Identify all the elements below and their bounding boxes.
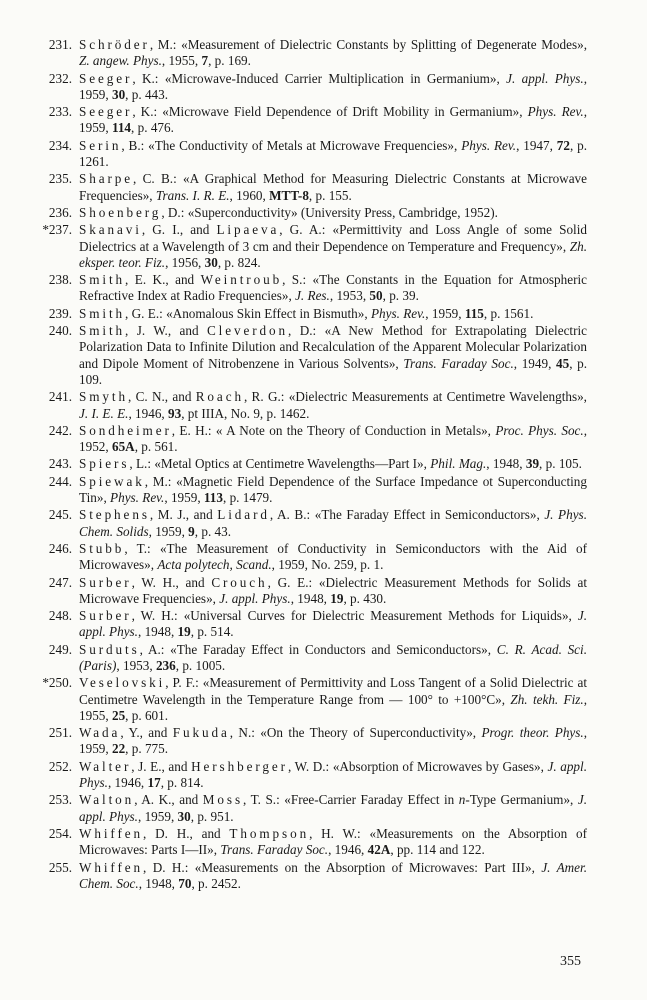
reference-text xyxy=(79,205,587,221)
reference-entry xyxy=(0,306,647,322)
reference-fragment: , p. 43. xyxy=(194,523,232,539)
reference-fragment: , Y., and xyxy=(120,725,173,741)
reference-fragment: , J. E., and xyxy=(131,758,192,774)
author-name: Skanavi xyxy=(79,222,142,238)
journal-title: Phys. Rev. xyxy=(370,305,426,321)
reference-fragment: , K.: «Microwave Field Dependence of Drift Mobility in Germanium», xyxy=(132,104,528,120)
journal-title: Progr. theor. Phys. xyxy=(481,725,584,741)
journal-title: J. appl. Phys. xyxy=(79,608,587,640)
reference-entry xyxy=(0,222,647,271)
reference-fragment: , G. I., and xyxy=(141,222,217,238)
author-name: Fukuda xyxy=(172,725,230,741)
reference-text xyxy=(79,541,587,574)
volume-number: 30 xyxy=(111,86,126,102)
author-name: Whiffen xyxy=(79,859,144,875)
reference-text xyxy=(79,860,587,893)
journal-title: J. appl. Phys. xyxy=(79,792,588,824)
reference-text xyxy=(79,675,587,724)
reference-entry xyxy=(0,423,647,456)
author-name: Veselovski xyxy=(79,675,166,691)
journal-title: J. Phys. Chem. Solids xyxy=(79,507,587,539)
reference-fragment: , p. 443. xyxy=(125,86,169,102)
reference-text xyxy=(79,37,587,70)
volume-number: 7 xyxy=(201,53,209,69)
reference-fragment: , pt IIIA, No. 9, p. 1462. xyxy=(181,405,310,421)
reference-fragment: , 1959, xyxy=(137,808,178,824)
reference-fragment: , E. K., and xyxy=(125,272,201,288)
journal-title: C. R. Acad. Sci. (Paris) xyxy=(79,641,587,673)
reference-entry xyxy=(0,608,647,641)
reference-fragment: , 1952, xyxy=(79,422,587,455)
reference-fragment: , p. 1561. xyxy=(483,305,534,321)
reference-fragment: , T. S.: «Free-Carrier Faraday Effect in xyxy=(243,792,459,808)
reference-number: *250. xyxy=(42,675,72,691)
author-name: Wada xyxy=(79,725,121,741)
reference-fragment: , p. 109. xyxy=(79,355,588,387)
author-name: Whiffen xyxy=(79,825,144,841)
reference-fragment: , 1948, xyxy=(486,456,526,472)
reference-fragment: , 1959, xyxy=(79,104,588,136)
reference-entry xyxy=(0,541,647,574)
author-name: Spiers xyxy=(79,456,130,472)
author-name: Serin xyxy=(79,137,122,153)
journal-title: J. appl. Phys. xyxy=(219,590,291,606)
author-name: Lipaeva xyxy=(216,222,280,238)
reference-fragment: , p. 601. xyxy=(125,707,169,723)
reference-fragment: , p. 775. xyxy=(125,741,169,757)
volume-number: 65A xyxy=(111,439,135,455)
journal-title: n xyxy=(458,792,466,808)
author-name: Lidard xyxy=(217,507,270,523)
reference-number: 231. xyxy=(48,37,72,52)
reference-fragment: , 1948, xyxy=(137,624,178,640)
journal-title: Trans. Faraday Soc. xyxy=(403,355,514,371)
reference-fragment: , D.: «A New Method for Extrapolating Dielectric Polarization Data to Infinite Dilution and Recalculation of the Apparent Molecular Polarization and Dipole Moment of Nitrobenzene in Various Solvents», xyxy=(79,323,588,371)
reference-fragment: , p. 430. xyxy=(343,590,387,606)
reference-fragment: , 1959, xyxy=(79,70,587,102)
reference-entry xyxy=(0,171,647,204)
author-name: Shoenberg xyxy=(79,204,162,220)
reference-number: 236. xyxy=(48,204,72,220)
journal-title: Acta polytech, Scand. xyxy=(157,557,272,573)
reference-fragment: , 1956, xyxy=(165,254,205,270)
journal-title: Phys. Rev. xyxy=(527,104,584,120)
reference-fragment: , p. 155. xyxy=(308,187,352,203)
volume-number: 9 xyxy=(188,523,195,539)
reference-number: 245. xyxy=(48,507,72,523)
reference-fragment: , G. E.: «Dielectric Measurement Methods for Solids at Microwave Frequencies», xyxy=(79,574,588,606)
journal-title: Zh. tekh. Fiz. xyxy=(510,691,584,707)
reference-fragment: , p. 814. xyxy=(160,775,204,791)
reference-fragment: , p. 476. xyxy=(131,120,174,136)
reference-fragment: , A. B.: «The Faraday Effect in Semiconductors», xyxy=(269,507,545,523)
reference-fragment: , p. 824. xyxy=(217,254,261,270)
volume-number: MTT-8 xyxy=(269,187,309,203)
reference-text xyxy=(79,138,587,171)
reference-fragment: , 1959, xyxy=(148,523,189,539)
volume-number: 115 xyxy=(464,305,484,321)
reference-text xyxy=(79,725,587,758)
reference-fragment: , p. 39. xyxy=(382,288,419,304)
reference-fragment: , A. K., and xyxy=(134,792,203,808)
journal-title: Proc. Phys. Soc. xyxy=(495,422,584,438)
reference-text xyxy=(79,306,587,322)
reference-number: 243. xyxy=(48,456,72,472)
journal-title: Zh. eksper. teor. Fiz. xyxy=(79,238,587,270)
journal-title: Trans. Faraday Soc. xyxy=(220,842,329,858)
volume-number: 19 xyxy=(177,624,191,640)
reference-fragment: , M.: «Magnetic Field Dependence of the Surface Impedance ot Superconducting Tin», xyxy=(79,473,587,506)
reference-number: 235. xyxy=(48,171,72,187)
page-number: 355 xyxy=(560,954,581,969)
reference-entry xyxy=(0,860,647,893)
reference-number: 233. xyxy=(48,104,72,120)
reference-fragment: , H. W.: «Measurements on the Absorption of Microwaves: Parts I—II», xyxy=(79,825,587,858)
reference-entry xyxy=(0,675,647,724)
reference-entry xyxy=(0,759,647,792)
reference-fragment: , M. J., and xyxy=(149,507,218,523)
author-name: Spiewak xyxy=(79,473,145,489)
author-name: Walter xyxy=(79,758,132,774)
author-name: Surber xyxy=(79,574,132,590)
reference-fragment: , p. 1479. xyxy=(222,490,273,506)
reference-text xyxy=(79,423,587,456)
reference-fragment: , M.: «Measurement of Dielectric Constants by Splitting of Degenerate Modes», xyxy=(149,37,587,52)
reference-fragment: , 1960, xyxy=(229,187,270,203)
reference-text xyxy=(79,759,587,792)
journal-title: Phil. Mag. xyxy=(430,456,487,472)
reference-text xyxy=(79,272,587,305)
reference-fragment: , W. D.: «Absorption of Microwaves by Gases», xyxy=(287,758,548,774)
volume-number: 30 xyxy=(204,254,218,270)
reference-number: 238. xyxy=(48,272,72,288)
reference-entry xyxy=(0,725,647,758)
author-name: Crouch xyxy=(211,574,268,590)
reference-entry xyxy=(0,138,647,171)
reference-fragment: , 1948, xyxy=(290,590,331,606)
volume-number: 113 xyxy=(203,490,223,506)
reference-fragment: , 1946, xyxy=(328,842,368,858)
reference-entry xyxy=(0,205,647,221)
reference-fragment: , p. 169. xyxy=(208,53,251,69)
reference-fragment: , p. 951. xyxy=(190,808,234,824)
reference-fragment: , p. 514. xyxy=(190,624,234,640)
journal-title: Trans. I. R. E. xyxy=(155,187,230,203)
reference-text xyxy=(79,792,587,825)
journal-title: Z. angew. Phys. xyxy=(79,53,162,69)
author-name: Stephens xyxy=(79,507,150,523)
reference-number: 232. xyxy=(48,70,72,86)
journal-title: J. I. E. E. xyxy=(79,405,129,421)
reference-fragment: , p. 105. xyxy=(539,456,582,472)
reference-fragment: , D. H.: «Measurements on the Absorption of Microwaves: Part III», xyxy=(143,859,542,875)
reference-number: 234. xyxy=(48,137,72,153)
reference-number: 246. xyxy=(48,540,72,556)
reference-entry xyxy=(0,272,647,305)
volume-number: 39 xyxy=(525,456,540,472)
reference-fragment: , J. W., and xyxy=(125,323,207,339)
reference-fragment: , P. F.: «Measurement of Permittivity and Loss Tangent of a Solid Dielectric at Centimetre Wavelength in the Temperature Range from — 100° to +100°C», xyxy=(79,675,587,707)
reference-list xyxy=(0,37,647,893)
author-name: Smith xyxy=(79,323,126,339)
volume-number: 22 xyxy=(111,741,126,757)
reference-text xyxy=(79,642,587,675)
reference-fragment: , 1946, xyxy=(107,775,148,791)
volume-number: 25 xyxy=(111,707,126,723)
reference-entry xyxy=(0,474,647,507)
volume-number: 42A xyxy=(367,842,391,858)
journal-title: J. Res. xyxy=(295,288,330,304)
reference-fragment: , 1948, xyxy=(138,875,179,891)
reference-text xyxy=(79,456,587,472)
author-name: Smyth xyxy=(79,389,128,405)
reference-text xyxy=(79,608,587,641)
volume-number: 19 xyxy=(330,590,344,606)
author-name: Seeger xyxy=(79,70,133,86)
reference-number: *237. xyxy=(42,222,72,238)
author-name: Schröder xyxy=(79,37,150,52)
reference-fragment: , 1947, xyxy=(516,137,557,153)
author-name: Sharpe xyxy=(79,171,134,187)
reference-text xyxy=(79,71,587,104)
reference-fragment: -Type Germanium», xyxy=(465,792,578,808)
volume-number: 30 xyxy=(177,808,191,824)
reference-text xyxy=(79,104,587,137)
reference-text xyxy=(79,575,587,608)
reference-fragment: , W. H., and xyxy=(131,574,212,590)
reference-entry xyxy=(0,37,647,70)
reference-fragment: , N.: «On the Theory of Superconductivity», xyxy=(229,725,482,741)
reference-number: 247. xyxy=(48,574,72,590)
author-name: Stubb xyxy=(79,540,125,556)
reference-fragment: , p. 1005. xyxy=(175,657,226,673)
reference-entry xyxy=(0,456,647,472)
journal-title: Phys. Rev. xyxy=(110,490,165,506)
volume-number: 45 xyxy=(556,355,570,371)
author-name: Cleverdon xyxy=(206,323,289,339)
journal-title: Phys. Rev. xyxy=(461,137,517,153)
author-name: Hershberger xyxy=(191,758,288,774)
journal-title: J. appl. Phys. xyxy=(79,758,587,791)
author-name: Surduts xyxy=(79,641,140,657)
reference-number: 252. xyxy=(48,758,72,774)
author-name: Smith xyxy=(79,305,126,321)
reference-fragment: , G. E.: «Anomalous Skin Effect in Bismuth», xyxy=(125,305,371,321)
reference-entry xyxy=(0,507,647,540)
volume-number: 236 xyxy=(155,657,176,673)
reference-fragment: , D. H., and xyxy=(143,825,230,841)
volume-number: 114 xyxy=(111,120,132,136)
reference-entry xyxy=(0,323,647,388)
author-name: Weintroub xyxy=(200,272,283,288)
reference-entry xyxy=(0,575,647,608)
reference-fragment: , p. 2452. xyxy=(191,875,241,891)
author-name: Thompson xyxy=(229,825,310,841)
reference-fragment: , G. A.: «Permittivity and Loss Angle of some Solid Dielectrics at a Wavelength of 3 cm and their Dependence on Temperature and Frequency», xyxy=(79,222,587,254)
reference-number: 249. xyxy=(48,641,72,657)
author-name: Seeger xyxy=(79,104,133,120)
volume-number: 93 xyxy=(168,405,182,421)
journal-title: J. appl. Phys. xyxy=(506,70,584,86)
reference-fragment: , 1953, xyxy=(116,657,156,673)
author-name: Walton xyxy=(79,792,135,808)
reference-fragment: , 1959, xyxy=(425,305,465,321)
reference-text xyxy=(79,222,587,271)
reference-entry xyxy=(0,71,647,104)
volume-number: 50 xyxy=(369,288,383,304)
reference-entry xyxy=(0,792,647,825)
reference-text xyxy=(79,826,587,859)
reference-number: 242. xyxy=(48,422,72,438)
reference-fragment: , T.: «The Measurement of Conductivity in Semiconductors with the Aid of Microwaves», xyxy=(79,540,587,573)
author-name: Roach xyxy=(195,389,244,405)
author-name: Surber xyxy=(79,608,132,624)
reference-fragment: , R. G.: «Dielectric Measurements at Centimetre Wavelengths», xyxy=(243,389,587,405)
reference-number: 248. xyxy=(48,608,72,624)
reference-number: 255. xyxy=(48,859,72,875)
reference-number: 239. xyxy=(48,305,72,321)
reference-fragment: , p. 561. xyxy=(134,439,178,455)
reference-entry xyxy=(0,642,647,675)
reference-fragment: , 1959, xyxy=(79,725,588,757)
author-name: Smith xyxy=(79,272,126,288)
reference-fragment: , S.: «The Constants in the Equation for Atmospheric Refractive Index at Radio Frequencies», xyxy=(79,272,587,304)
reference-text xyxy=(79,389,587,422)
author-name: Moss xyxy=(202,792,243,808)
volume-number: 72 xyxy=(556,137,570,153)
reference-number: 240. xyxy=(48,323,72,339)
author-name: Sondheimer xyxy=(79,422,172,438)
reference-fragment: , 1955, xyxy=(161,53,202,69)
volume-number: 70 xyxy=(178,875,192,891)
reference-number: 244. xyxy=(48,473,72,489)
reference-text xyxy=(79,171,587,204)
reference-text xyxy=(79,474,587,507)
reference-fragment: , 1953, xyxy=(329,288,370,304)
reference-fragment: , 1946, xyxy=(128,405,168,421)
reference-number: 251. xyxy=(48,725,72,741)
reference-fragment: , E. H.: « A Note on the Theory of Conduction in Metals», xyxy=(171,422,496,438)
reference-fragment: , W. H.: «Universal Curves for Dielectric Measurement Methods for Liquids», xyxy=(131,608,578,624)
reference-entry xyxy=(0,826,647,859)
volume-number: 17 xyxy=(147,775,161,791)
reference-fragment: , A.: «The Faraday Effect in Conductors and Semiconductors», xyxy=(139,641,497,657)
journal-title: J. Amer. Chem. Soc. xyxy=(79,859,587,891)
reference-number: 253. xyxy=(48,792,72,808)
reference-text xyxy=(79,507,587,540)
reference-fragment: , B.: «The Conductivity of Metals at Microwave Frequencies», xyxy=(121,137,462,153)
reference-number: 254. xyxy=(48,825,72,841)
reference-fragment: , C. N., and xyxy=(127,389,196,405)
reference-fragment: , 1955, xyxy=(79,691,587,723)
reference-entry xyxy=(0,104,647,137)
reference-fragment: , K.: «Microwave-Induced Carrier Multiplication in Germanium», xyxy=(132,70,507,86)
reference-fragment: , p. 1261. xyxy=(79,137,588,170)
reference-fragment: , pp. 114 and 122. xyxy=(390,842,485,858)
reference-fragment: , L.: «Metal Optics at Centimetre Wavelengths—Part I», xyxy=(129,456,431,472)
reference-fragment: , 1949, xyxy=(513,355,557,371)
reference-fragment: , C. B.: «A Graphical Method for Measuring Dielectric Constants at Microwave Frequencies», xyxy=(79,171,587,203)
reference-entry xyxy=(0,389,647,422)
reference-text xyxy=(79,323,587,388)
reference-fragment: , 1959, No. 259, p. 1. xyxy=(271,557,384,573)
reference-fragment: , D.: «Superconductivity» (University Press, Cambridge, 1952). xyxy=(161,204,498,220)
reference-fragment: , 1959, xyxy=(164,490,204,506)
reference-number: 241. xyxy=(48,389,72,405)
